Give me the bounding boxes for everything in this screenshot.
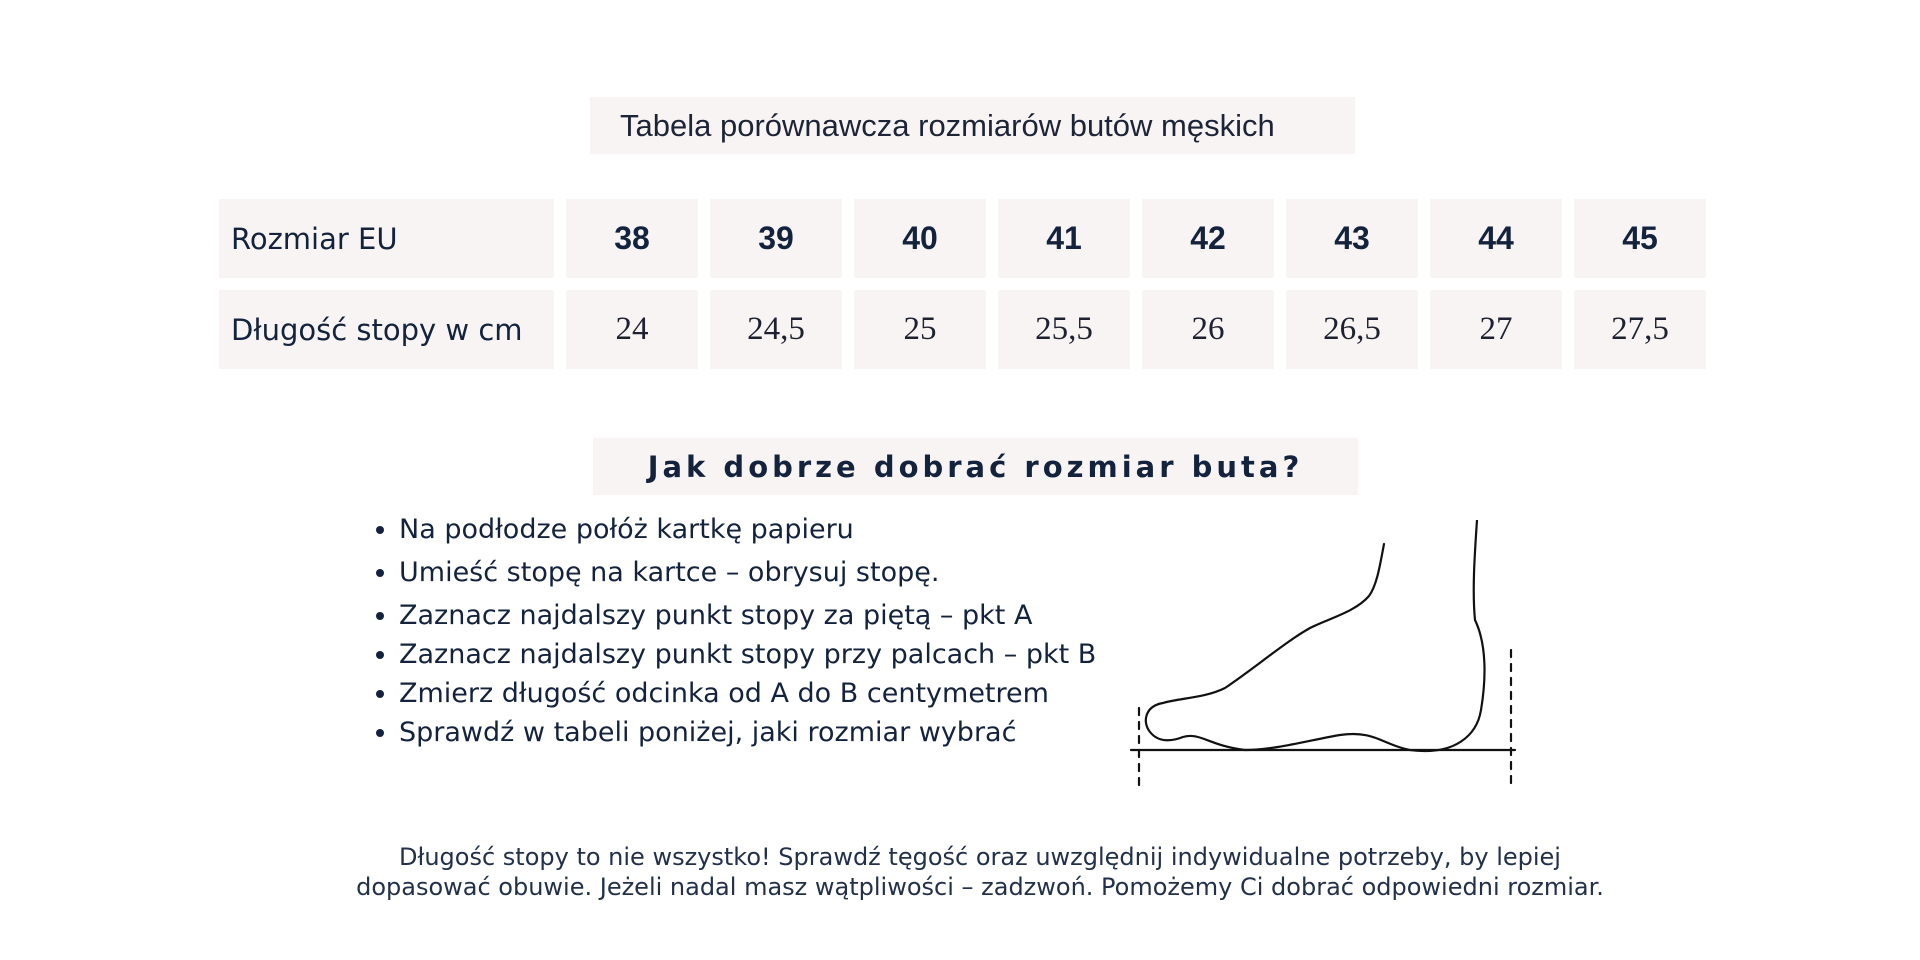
list-item: • Sprawdź w tabeli poniżej, jaki rozmiar wybrać <box>399 713 1114 752</box>
size-cell: 44 <box>1430 199 1562 278</box>
foot-measure-illustration <box>1125 520 1545 800</box>
footer-note-line: dopasować obuwie. Jeżeli nadal masz wątpliwości – zadzwoń. Pomożemy Ci dobrać odpowiedni rozmiar. <box>356 873 1604 901</box>
list-item: • Na podłodze połóż kartkę papieru <box>399 510 1114 549</box>
list-item: • Umieść stopę na kartce – obrysuj stopę. <box>399 553 1114 592</box>
measure-steps-list <box>372 510 1114 752</box>
length-cell: 24,5 <box>710 290 842 369</box>
guide-title-text: Jak dobrze dobrać rozmiar buta? <box>647 449 1304 484</box>
size-cell: 41 <box>998 199 1130 278</box>
length-cell: 25,5 <box>998 290 1130 369</box>
row-label-size-eu: Rozmiar EU <box>219 199 554 278</box>
list-item: • Zaznacz najdalszy punkt stopy przy palcach – pkt B <box>399 635 1114 674</box>
size-cell: 42 <box>1142 199 1274 278</box>
guide-title <box>593 438 1358 495</box>
footer-note-line: Długość stopy to nie wszystko! Sprawdź tęgość oraz uwzględnij indywidualne potrzeby, by lepiej <box>399 843 1561 871</box>
foot-outline-icon <box>1146 520 1485 751</box>
length-cell: 27 <box>1430 290 1562 369</box>
length-cell: 26,5 <box>1286 290 1418 369</box>
length-cell: 26 <box>1142 290 1274 369</box>
length-cell: 27,5 <box>1574 290 1706 369</box>
size-cell: 38 <box>566 199 698 278</box>
size-cell: 40 <box>854 199 986 278</box>
size-cell: 43 <box>1286 199 1418 278</box>
length-cell: 24 <box>566 290 698 369</box>
length-cell: 25 <box>854 290 986 369</box>
list-item: • Zmierz długość odcinka od A do B centymetrem <box>399 674 1114 713</box>
size-cell: 39 <box>710 199 842 278</box>
row-label-foot-length: Długość stopy w cm <box>219 290 554 369</box>
page-title-text: Tabela porównawcza rozmiarów butów męskich <box>620 107 1275 143</box>
list-item: • Zaznacz najdalszy punkt stopy za piętą – pkt A <box>399 596 1114 635</box>
page-title <box>590 97 1355 154</box>
footer-note <box>200 842 1760 902</box>
size-cell: 45 <box>1574 199 1706 278</box>
